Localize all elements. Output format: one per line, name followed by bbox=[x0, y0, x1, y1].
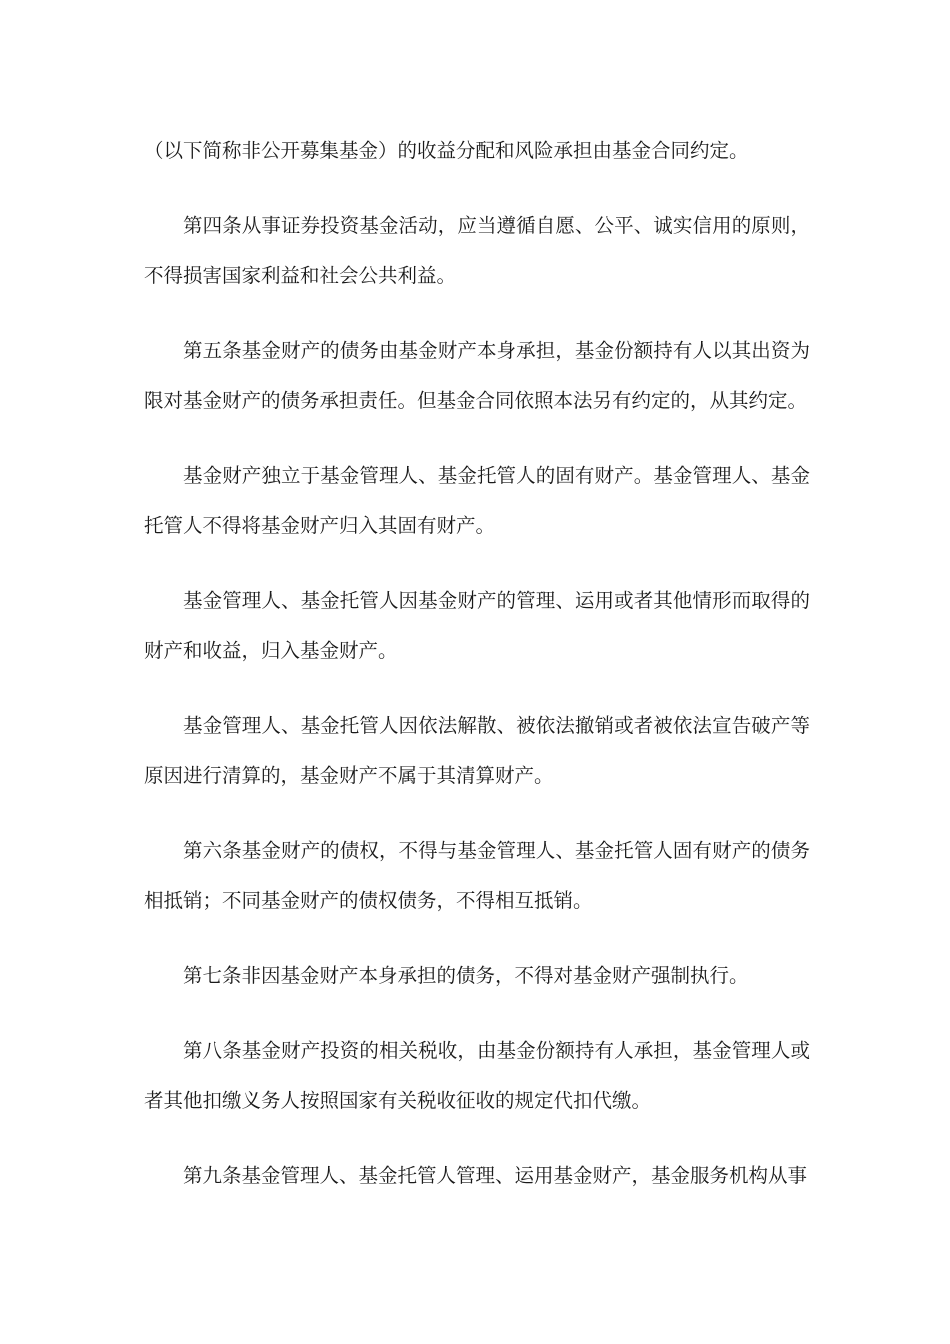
paragraph-article-5: 第五条基金财产的债务由基金财产本身承担，基金份额持有人以其出资为限对基金财产的债务承担责任。但基金合同依照本法另有约定的，从其约定。 bbox=[144, 339, 810, 412]
paragraph-continuation: （以下简称非公开募集基金）的收益分配和风险承担由基金合同约定。 bbox=[144, 139, 749, 162]
paragraph-independent-property: 基金财产独立于基金管理人、基金托管人的固有财产。基金管理人、基金托管人不得将基金财产归入其固有财产。 bbox=[144, 464, 810, 537]
paragraph-liquidation: 基金管理人、基金托管人因依法解散、被依法撤销或者被依法宣告破产等原因进行清算的，基金财产不属于其清算财产。 bbox=[144, 714, 810, 787]
paragraph-article-7: 第七条非因基金财产本身承担的债务，不得对基金财产强制执行。 bbox=[183, 964, 749, 987]
paragraph-article-8: 第八条基金财产投资的相关税收，由基金份额持有人承担，基金管理人或者其他扣缴义务人按照国家有关税收征收的规定代扣代缴。 bbox=[144, 1039, 810, 1112]
paragraph-article-9: 第九条基金管理人、基金托管人管理、运用基金财产，基金服务机构从事 bbox=[183, 1164, 808, 1187]
document-body bbox=[144, 126, 810, 1226]
paragraph-article-6: 第六条基金财产的债权，不得与基金管理人、基金托管人固有财产的债务相抵销；不同基金财产的债权债务，不得相互抵销。 bbox=[144, 839, 810, 912]
paragraph-property-income: 基金管理人、基金托管人因基金财产的管理、运用或者其他情形而取得的财产和收益，归入基金财产。 bbox=[144, 589, 810, 662]
paragraph-article-4: 第四条从事证券投资基金活动，应当遵循自愿、公平、诚实信用的原则，不得损害国家利益和社会公共利益。 bbox=[144, 214, 810, 287]
